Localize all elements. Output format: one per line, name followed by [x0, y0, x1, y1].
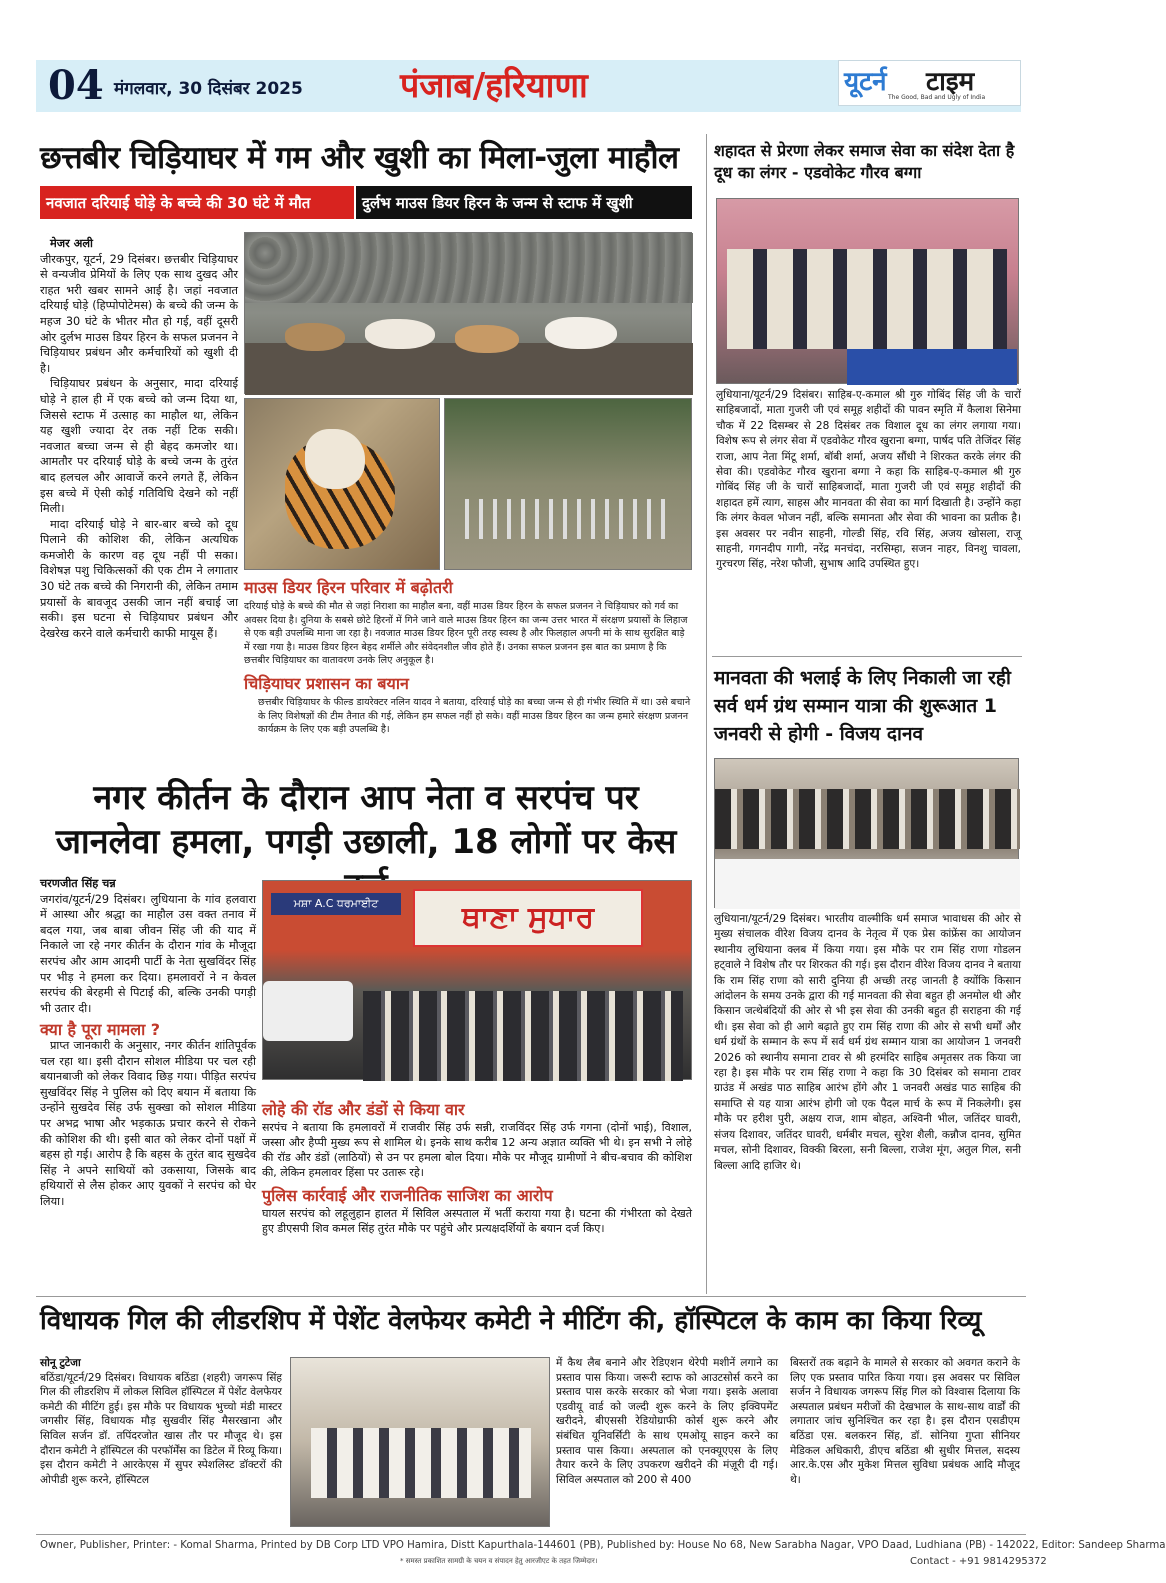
- logo-text-part2: टाइम: [926, 67, 975, 97]
- story2-sub1: क्या है पूरा मामला ?: [40, 1020, 161, 1040]
- story2-sub2-text: सरपंच ने बताया कि हमलावरों में राजवीर सिंह उर्फ सन्नी, राजविंदर सिंह उर्फ गगना (दोनों भाई), विशाल, जस्सा और हैप्पी मुख्य रूप से शामिल थे। इनके साथ करीब 12 अन्य अज्ञात व्यक्ति भी थे। इन सभी ने लोहे की रॉड और डंडों (लाठियों) से उन पर हमला बोल दिया। मौके पर मौजूद ग्रामीणों ने बीच-बचाव की कोशिश की, लेकिन हमलावर हिंसा पर उतारू रहे।: [262, 1121, 692, 1179]
- story2-paragraph: जगरांव/यूटर्न/29 दिसंबर। लुधियाना के गांव हलवारा में आस्था और श्रद्धा का माहौल उस वक्त तनाव में बदल गया, जब बाबा जीवन सिंह जी की याद में निकाले जा रहे नगर कीर्तन के दौरान गांव के मौजूदा सरपंच और आम आदमी पार्टी के नेता सुखविंदर सिंह पर भीड़ ने हमला कर दिया। हमलावरों ने न केवल सरपंच की बेरहमी से पिटाई की, बल्कि उनकी पगड़ी भी उतार दी।: [40, 892, 256, 1015]
- right2-headline: मानवता की भलाई के लिए निकाली जा रही सर्व धर्म ग्रंथ सम्मान यात्रा की शुरूआत 1 जनवरी से होगी - विजय दानव: [714, 667, 1011, 745]
- police-station-group-photo: [262, 880, 692, 1080]
- story1-sub1: माउस डियर हिरन परिवार में बढ़ोतरी: [244, 578, 453, 597]
- contact-line: Contact - +91 9814295372: [910, 1556, 1047, 1567]
- divider: [36, 1534, 1026, 1535]
- story1-sub2: चिड़ियाघर प्रशासन का बयान: [244, 673, 409, 693]
- police-station-sign: ਥਾਣਾ ਸੁਧਾਰ: [413, 889, 643, 947]
- edition-date: मंगलवार, 30 दिसंबर 2025: [114, 79, 303, 99]
- story1-sub1-text: दरियाई घोड़े के बच्चे की मौत से जहां निराशा का माहौल बना, वहीं माउस डियर हिरन के सफल प्रजनन ने चिड़ियाघर को गर्व का अवसर दिया है। दुनिया के सबसे छोटे हिरनों में गिने जाने वाले माउस डियर हिरन का जन्म उत्तर भारत में संरक्षण प्रयासों के लिहाज से एक बड़ी उपलब्धि माना जा रहा है। नवजात माउस डियर हिरन पूरी तरह स्वस्थ है और फिलहाल अपनी मां के साथ सुरक्षित बाड़े में रखा गया है। माउस डियर हिरन बेहद शर्मीले और संवेदनशील जीव होते हैं। उनका सफल प्रजनन इस बात का प्रमाण है कि छत्तबीर चिड़ियाघर का वातावरण उनके लिए अनुकूल है।: [244, 601, 688, 667]
- story3-headline: विधायक गिल की लीडरशिप में पेशेंट वेलफेयर कमेटी ने मीटिंग की, हॉस्पिटल के काम का किया रिव्यू: [40, 1306, 982, 1336]
- story2-sub3: पुलिस कार्रवाई और राजनीतिक साजिश का आरोप: [262, 1186, 553, 1205]
- column-divider: [706, 134, 707, 1294]
- right1-body: लुधियाना/यूटर्न/29 दिसंबर। साहिब-ए-कमाल श्री गुरु गोबिंद सिंह जी के चारों साहिबजादों, माता गुजरी जी एवं समूह शहीदों की पावन स्मृति में कैलाश सिनेमा चौक में 22 दिसम्बर से 28 दिसंबर तक विशाल दूध का लंगर लगाया गया। विशेष रूप से लंगर सेवा में एडवोकेट गौरव खुराना बग्गा, पार्षद पति तेजिंदर सिंह राजा, आप नेता मिंटू शर्मा, बॉबी शर्मा, अजय सौंधी ने शिरकत करके लंगर की सेवा की। एडवोकेट गौरव खुराना बग्गा ने कहा कि साहिब-ए-कमाल श्री गुरु गोबिंद सिंह जी के चारों साहिबजादों, माता गुजरी जी एवं समूह शहीदों की शहादत हमें त्याग, साहस और मानवता की सेवा का मार्ग दिखाती है। उन्होंने कहा कि लंगर केवल भोजन नहीं, बल्कि समानता और सेवा की भावना का प्रतीक है। इस अवसर पर नवीन साहनी, गोल्डी सिंह, रवि सिंह, अजय खोसला, राजू साहनी, गगनदीप गागी, नरेंद्र मनचंदा, नरसिम्हा, सजन नाहर, विनशु चावला, गुरचरण सिंह, नरेश फौजी, सुभाष आदि उपस्थित हुए।: [716, 389, 1021, 571]
- deer-photo: [244, 232, 692, 394]
- tiger-photo: [244, 398, 440, 570]
- imprint-line: Owner, Publisher, Printer: - Komal Sharma, Printed by DB Corp LTD VPO Hamira, Distt Kapurthala-144601 (PB), Published by: House No 68, New Sarabha Nagar, VPO Daad, Ludhiana (PB) - 142022, Editor: Sandeep Sharma: [40, 1540, 1166, 1551]
- birds-photo: [444, 398, 692, 570]
- divider: [712, 656, 1022, 657]
- story2-sub3-text: घायल सरपंच को लहूलुहान हालत में सिविल अस्पताल में भर्ती कराया गया है। घटना की गंभीरता को देखते हुए डीएसपी शिव कमल सिंह तुरंत मौके पर पहुंचे और प्रत्यक्षदर्शियों के बयान दर्ज किए।: [262, 1207, 692, 1235]
- story1-paragraph: चिड़ियाघर प्रबंधन के अनुसार, मादा दरियाई घोड़े ने हाल ही में एक बच्चे को जन्म दिया था, जिससे स्टाफ में उत्साह का माहौल था, लेकिन यह खुशी ज्यादा देर तक नहीं टिक सकी। नवजात बच्चा जन्म से ही बेहद कमजोर था। आमतौर पर दरियाई घोड़े के बच्चे जन्म के तुरंत बाद हलचल और आवाजें करने लगते हैं, लेकिन इस बच्चे में ऐसी कोई गतिविधि देखने को नहीं मिली।: [40, 377, 238, 516]
- story3-byline: सोनू टुटेजा: [40, 1357, 81, 1369]
- disclaimer-line: * समस्त प्रकाशित सामग्री के चयन व संपादन हेतु आरजीएट के तहत जिम्मेदार।: [400, 1557, 598, 1565]
- story2-headline-line1: नगर कीर्तन के दौरान आप नेता व सरपंच पर: [93, 778, 639, 818]
- section-title: पंजाब/हरियाणा: [400, 66, 588, 106]
- divider: [36, 1296, 1026, 1297]
- story1-strap-black: दुर्लभ माउस डियर हिरन के जन्म से स्टाफ में खुशी: [356, 186, 692, 219]
- story1-strap-red: नवजात दरियाई घोड़े के बच्चे की 30 घंटे में मौत: [40, 186, 354, 219]
- right2-body: लुधियाना/यूटर्न/29 दिसंबर। भारतीय वाल्मीकि धर्म समाज भावाधस की ओर से मुख्य संचालक वीरेश विजय दानव के नेतृत्व में एक प्रेस कांफ्रेंस का आयोजन स्थानीय लुधियाना क्लब में किया गया। इस मौके पर राम सिंह राणा गोडलन हट्वाले ने विशेष तौर पर शिरकत की गई। इस दौरान वीरेश विजय दानव ने बताया कि राम सिंह राणा को सारी दुनिया ही अच्छी तरह जानती है क्योंकि किसान आंदोलन के समय उनके द्वारा की गई मानवता की सेवा बहुत ही अनमोल थी और किसान जत्थेबंदियों की ओर से भी इस सेवा की उनकी बहुत ही सराहना की गई थी। इस सेवा को ही आगे बढ़ाते हुए राम सिंह राणा की ओर से सभी धर्मों और धर्म ग्रंथों के सम्मान के रूप में सर्व धर्म ग्रंथ सम्मान यात्रा का आयोजन 1 जनवरी 2026 को स्थानीय समाना टावर से श्री हरमंदिर साहिब अमृतसर तक किया जा रहा है। इस मौके पर राम सिंह राणा ने कहा कि 30 दिसंबर को समाना टावर ग्राउंड में अखंड पाठ साहिब आरंभ होंगे और 1 जनवरी अखंड पाठ साहिब की समाप्ति से यह यात्रा आरंभ होगी जो एक पैदल मार्च के रूप में निकलेगी। इस मौके पर हरीश पुरी, अक्षय राज, शाम बोहत, अश्विनी भील, जतिंदर घावरी, संजय दिशावर, जतिंदर घावरी, धर्मबीर मचल, सुरेश शैली, कन्नौज दानव, सुमित मचल, सोनी दिशावर, विक्की बिरला, सनी बिल्ला, राजेश मूंग, अतुल गिल, सनी बिल्ला आदि हाजिर थे।: [714, 913, 1021, 1172]
- story2-subsection: [262, 1098, 692, 1236]
- story2-headline-line2: जानलेवा हमला, पगड़ी उछाली, 18 लोगों पर केस: [55, 822, 677, 862]
- story2-byline: चरणजीत सिंह चन्न: [40, 877, 116, 890]
- story1-body: [40, 236, 238, 641]
- story2-body: [40, 876, 256, 1209]
- story3-paragraph: बठिंडा/यूटर्न/29 दिसंबर। विधायक बठिंडा (शहरी) जगरूप सिंह गिल की लीडरशिप में लोकल सिविल हॉस्पिटल में पेशेंट वेलफेयर कमेटी की मीटिंग हुई। इस मौके पर विधायक भुच्चो मंडी मास्टर जगसीर सिंह, विधायक मौड़ सुखवीर सिंह मैसरखाना और सिविल सर्जन डॉ. तपिंदरजोत खास तौर पर मौजूद थे। इस दौरान कमेटी ने हॉस्पिटल की परफॉर्मेंस का डिटेल में रिव्यू किया। इस दौरान कमेटी ने आरकेएस में सुपर स्पेशलिस्ट डॉक्टरों की ओपीडी शुरू करने, हॉस्पिटल: [40, 1371, 282, 1486]
- story1-paragraph: मादा दरियाई घोड़े ने बार-बार बच्चे को दूध पिलाने की कोशिश की, लेकिन अत्यधिक कमजोरी के कारण वह दूध नहीं पी सका। विशेषज्ञ पशु चिकित्सकों की एक टीम ने लगातार 30 घंटे तक बच्चे की निगरानी की, लेकिन तमाम प्रयासों के बावजूद उसकी जान नहीं बचाई जा सकी। इस घटना से चिड़ियाघर प्रबंधन और देखरेख करने वाले कर्मचारी काफी मायूस हैं।: [40, 517, 238, 640]
- story1-paragraph: जीरकपुर, यूटर्न, 29 दिसंबर। छत्तबीर चिड़ियाघर से वन्यजीव प्रेमियों के लिए एक साथ दुखद और राहत भरी खबर सामने आई है। जहां नवजात दरियाई घोड़े (हिप्पोपोटेमस) के बच्चे की जन्म के महज 30 घंटे के भीतर मौत हो गई, वहीं दूसरी ओर दुर्लभ माउस डियर हिरन के सफल प्रजनन ने चिड़ियाघर प्रबंधन और कर्मचारियों को खुशी दी है।: [40, 252, 238, 375]
- story3-col3: बिस्तरों तक बढ़ाने के मामले से सरकार को अवगत कराने के लिए एक प्रस्ताव पारित किया गया। इस अवसर पर सिविल सर्जन ने विधायक जगरूप सिंह गिल को विश्वास दिलाया कि अस्पताल प्रबंधन मरीजों की देखभाल के साथ-साथ वार्डों की लगातार जांच सुनिश्चित कर रहा है। इस दौरान एसडीएम बठिंडा एस. बलकरन सिंह, डॉ. सोनिया गुप्ता सीनियर मेडिकल अधिकारी, डीएच बठिंडा श्री सुधीर मित्तल, सदस्य आर.के.एस और मुकेश मित्तल सुविधा प्रबंधक आदि मौजूद थे।: [790, 1357, 1020, 1486]
- meeting-photo: [290, 1357, 550, 1527]
- story2-sub2: लोहे की रॉड और डंडों से किया वार: [262, 1100, 465, 1119]
- langar-photo: [716, 198, 1019, 384]
- story1-subsection: [244, 576, 692, 737]
- logo-tagline: The Good, Bad and Ugly of India: [888, 94, 986, 101]
- story1-headline: छत्तबीर चिड़ियाघर में गम और खुशी का मिला-जुला माहौल: [40, 140, 679, 176]
- press-conference-photo: [714, 758, 1019, 908]
- story1-sub2-text: छत्तबीर चिड़ियाघर के फील्ड डायरेक्टर नलिन यादव ने बताया, दरियाई घोड़े का बच्चा जन्म से ही गंभीर स्थिति में था। उसे बचाने के लिए विशेषज्ञों की टीम तैनात की गई, लेकिन हम सफल नहीं हो सके। वहीं माउस डियर हिरन का जन्म हमारे संरक्षण प्रजनन कार्यक्रम के लिए एक बड़ी उपलब्धि है।: [258, 696, 691, 736]
- police-station-small-sign: ਮਸ਼ਾ A.C ਧਰਮਾਈਟ: [271, 893, 401, 915]
- story1-byline: मेजर अली: [50, 237, 93, 250]
- story3-col1: [40, 1356, 282, 1487]
- logo-text-part1: यूटर्न: [844, 67, 887, 97]
- page-number: 04: [48, 62, 104, 109]
- right1-headline: शहादत से प्रेरणा लेकर समाज सेवा का संदेश देता है दूध का लंगर - एडवोकेट गौरव बग्गा: [714, 141, 1015, 182]
- story3-col2: में कैथ लैब बनाने और रेडिएशन थेरेपी मशीनें लगाने का प्रस्ताव पास किया। जरूरी स्टाफ को आउटसोर्स करने का प्रस्ताव पास करके सरकार को भेजा गया। इसके अलावा एडवीयू वार्ड को जल्दी शुरू करने के लिए इक्विपमेंट खरीदने, बीएससी रेडियोग्राफी कोर्स शुरू करने और संबंधित यूनिवर्सिटी के साथ एमओयू साइन करने का प्रस्ताव पास किया। अस्पताल को एनक्यूएएस के लिए तैयार करने के लिए उपकरण खरीदने की मंज़ूरी दी गई। सिविल अस्पताल को 200 से 400: [556, 1357, 778, 1486]
- story2-paragraph: प्राप्त जानकारी के अनुसार, नगर कीर्तन शांतिपूर्वक चल रहा था। इसी दौरान सोशल मीडिया पर चल रही बयानबाजी को लेकर विवाद छिड़ गया। पीड़ित सरपंच सुखविंदर सिंह ने पुलिस को दिए बयान में बताया कि उन्होंने सुखदेव सिंह उर्फ सुक्खा को सोशल मीडिया पर अभद्र भाषा और भड़काऊ प्रचार करने से रोकने की कोशिश की थी। इसी बात को लेकर दोनों पक्षों में बहस हो गई। आरोप है कि बहस के तुरंत बाद सुखदेव सिंह ने अपने साथियों को उकसाया, जिसके बाद हथियारों से लैस होकर आए युवकों ने सरपंच को घेर लिया।: [40, 1038, 256, 1208]
